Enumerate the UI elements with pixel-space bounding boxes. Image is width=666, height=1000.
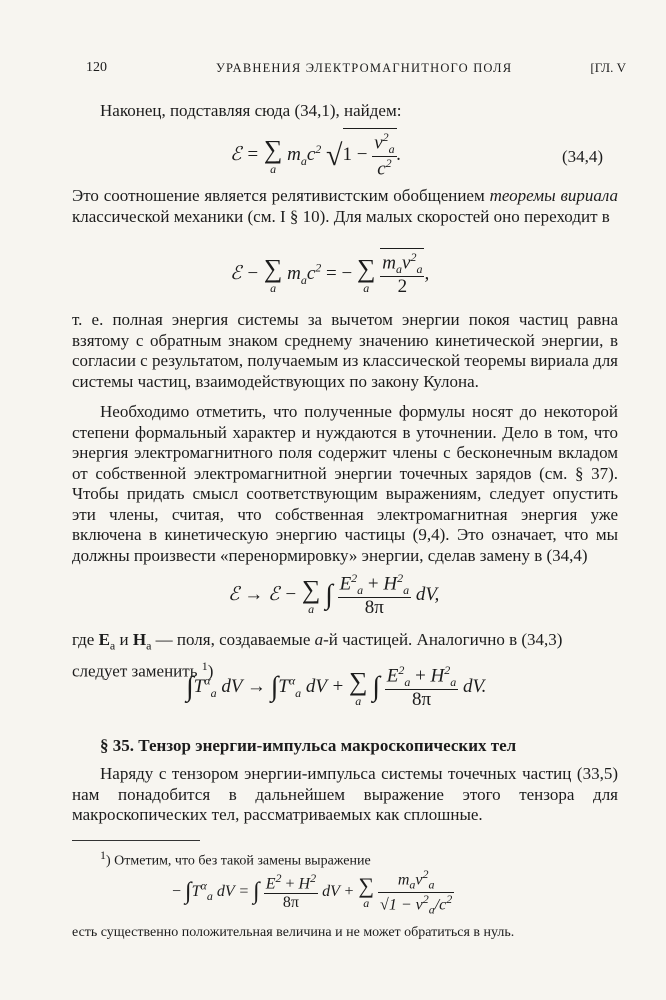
footnote-intro: $^1$) Отметим, что без такой замены выражение (100, 848, 371, 869)
paragraph-renormalization: Необходимо отметить, что полученные формулы носят до некоторой степени формальный характер и нуждаются в уточнении. Дело в том, что энергия электромагнитного поля содержит члены с бесконечным вкладом от собственной электромагнитной энергии точечных зарядов (см. § 37). Чтобы придать смысл соответствующим выражениям, следует опустить эти члены, считая, что собственная электромагнитная энергия уже включена в кинетическую энергию частицы (9,4). Это означает, что мы должны произвести «перенормировку» энергии, сделав замену в (34,4) (72, 402, 618, 565)
integral-symbol: ∫ (325, 579, 333, 611)
running-title: УРАВНЕНИЯ ЭЛЕКТРОМАГНИТНОГО ПОЛЯ (216, 61, 513, 75)
sum-symbol: ∑ a (263, 134, 283, 176)
chapter-label: [ГЛ. V (590, 60, 626, 75)
paragraph-macroscopic: Наряду с тензором энергии-импульса системы точечных частиц (33,5) нам понадобится в дальнейшем выражение этого тензора для макроскопических тел, рассматриваемых как сплошные. (72, 764, 618, 824)
equation-renormalization: ℰ → ℰ − ∑ a ∫ $\frac{E^2_a + H^2_a}{8\pi}$ dV, (228, 571, 440, 619)
sum-symbol: ∑ a (348, 666, 368, 708)
equation-number: (34,4) (562, 147, 604, 166)
sum-symbol: ∑ a (358, 873, 375, 911)
sum-symbol-2: ∑ a (356, 253, 376, 295)
footnote-divider (72, 840, 200, 841)
paragraph-energy: т. е. полная энергия системы за вычетом энергии покоя частиц равна взятому с обратным знаком среднему значению кинетической энергии, в согласии с результатом, получаемым из классической теоремы вириала для системы частиц, взаимодействующих по закону Кулона. (72, 310, 618, 391)
virial-theorem-term: теоремы вириала (489, 186, 618, 205)
sum-symbol: ∑ a (263, 253, 283, 295)
paragraph-intro: Наконец, подставляя сюда (34,1), найдем: (100, 101, 402, 120)
sqrt-sign: √ (326, 138, 343, 172)
footnote-equation: − $\int T^\alpha_a$ dV = ∫ $\frac{E^2 + H^2}{8\pi}$ dV + ∑ a $\frac{m_av^2_a}{√1 - v^2_a/c^2}$ (172, 867, 453, 917)
eq-lhs: ℰ = (230, 144, 264, 166)
sum-symbol: ∑ a (301, 574, 321, 616)
paragraph-virial: Это соотношение является релятивистским обобщением теоремы вириала классической механики (см. I § 10). Для малых скоростей оно переходит в (72, 186, 618, 226)
footnote-ref: 1 (201, 658, 208, 673)
section-heading: § 35. Тензор энергии-импульса макроскопических тел (100, 736, 517, 755)
page-number: 120 (86, 60, 107, 75)
equation-small-velocity: ℰ − ∑ a $m_ac^2$ = − ∑ a $\frac{m_av^2_a}{2}$ , (230, 250, 430, 298)
equation-tensor-replacement: $\int T^\alpha_a$ dV → $\int T^\alpha_a$ dV + ∑ a ∫ $\frac{E^2_a + H^2_a}{8\pi}$ dV. (186, 663, 487, 711)
running-header (86, 60, 626, 82)
paragraph-fields: где $E_a$ и $H_a$ — поля, создаваемые a-й частицей. Аналогично в (34,3) следует заменить $^1$) (72, 630, 563, 681)
footnote-conclusion: есть существенно положительная величина и не может обратиться в нуль. (72, 925, 515, 940)
equation-34-4: ℰ = ∑ a $m_ac^2$ √1 − $\frac{v^2_a}{c^2}$ . (230, 130, 402, 180)
